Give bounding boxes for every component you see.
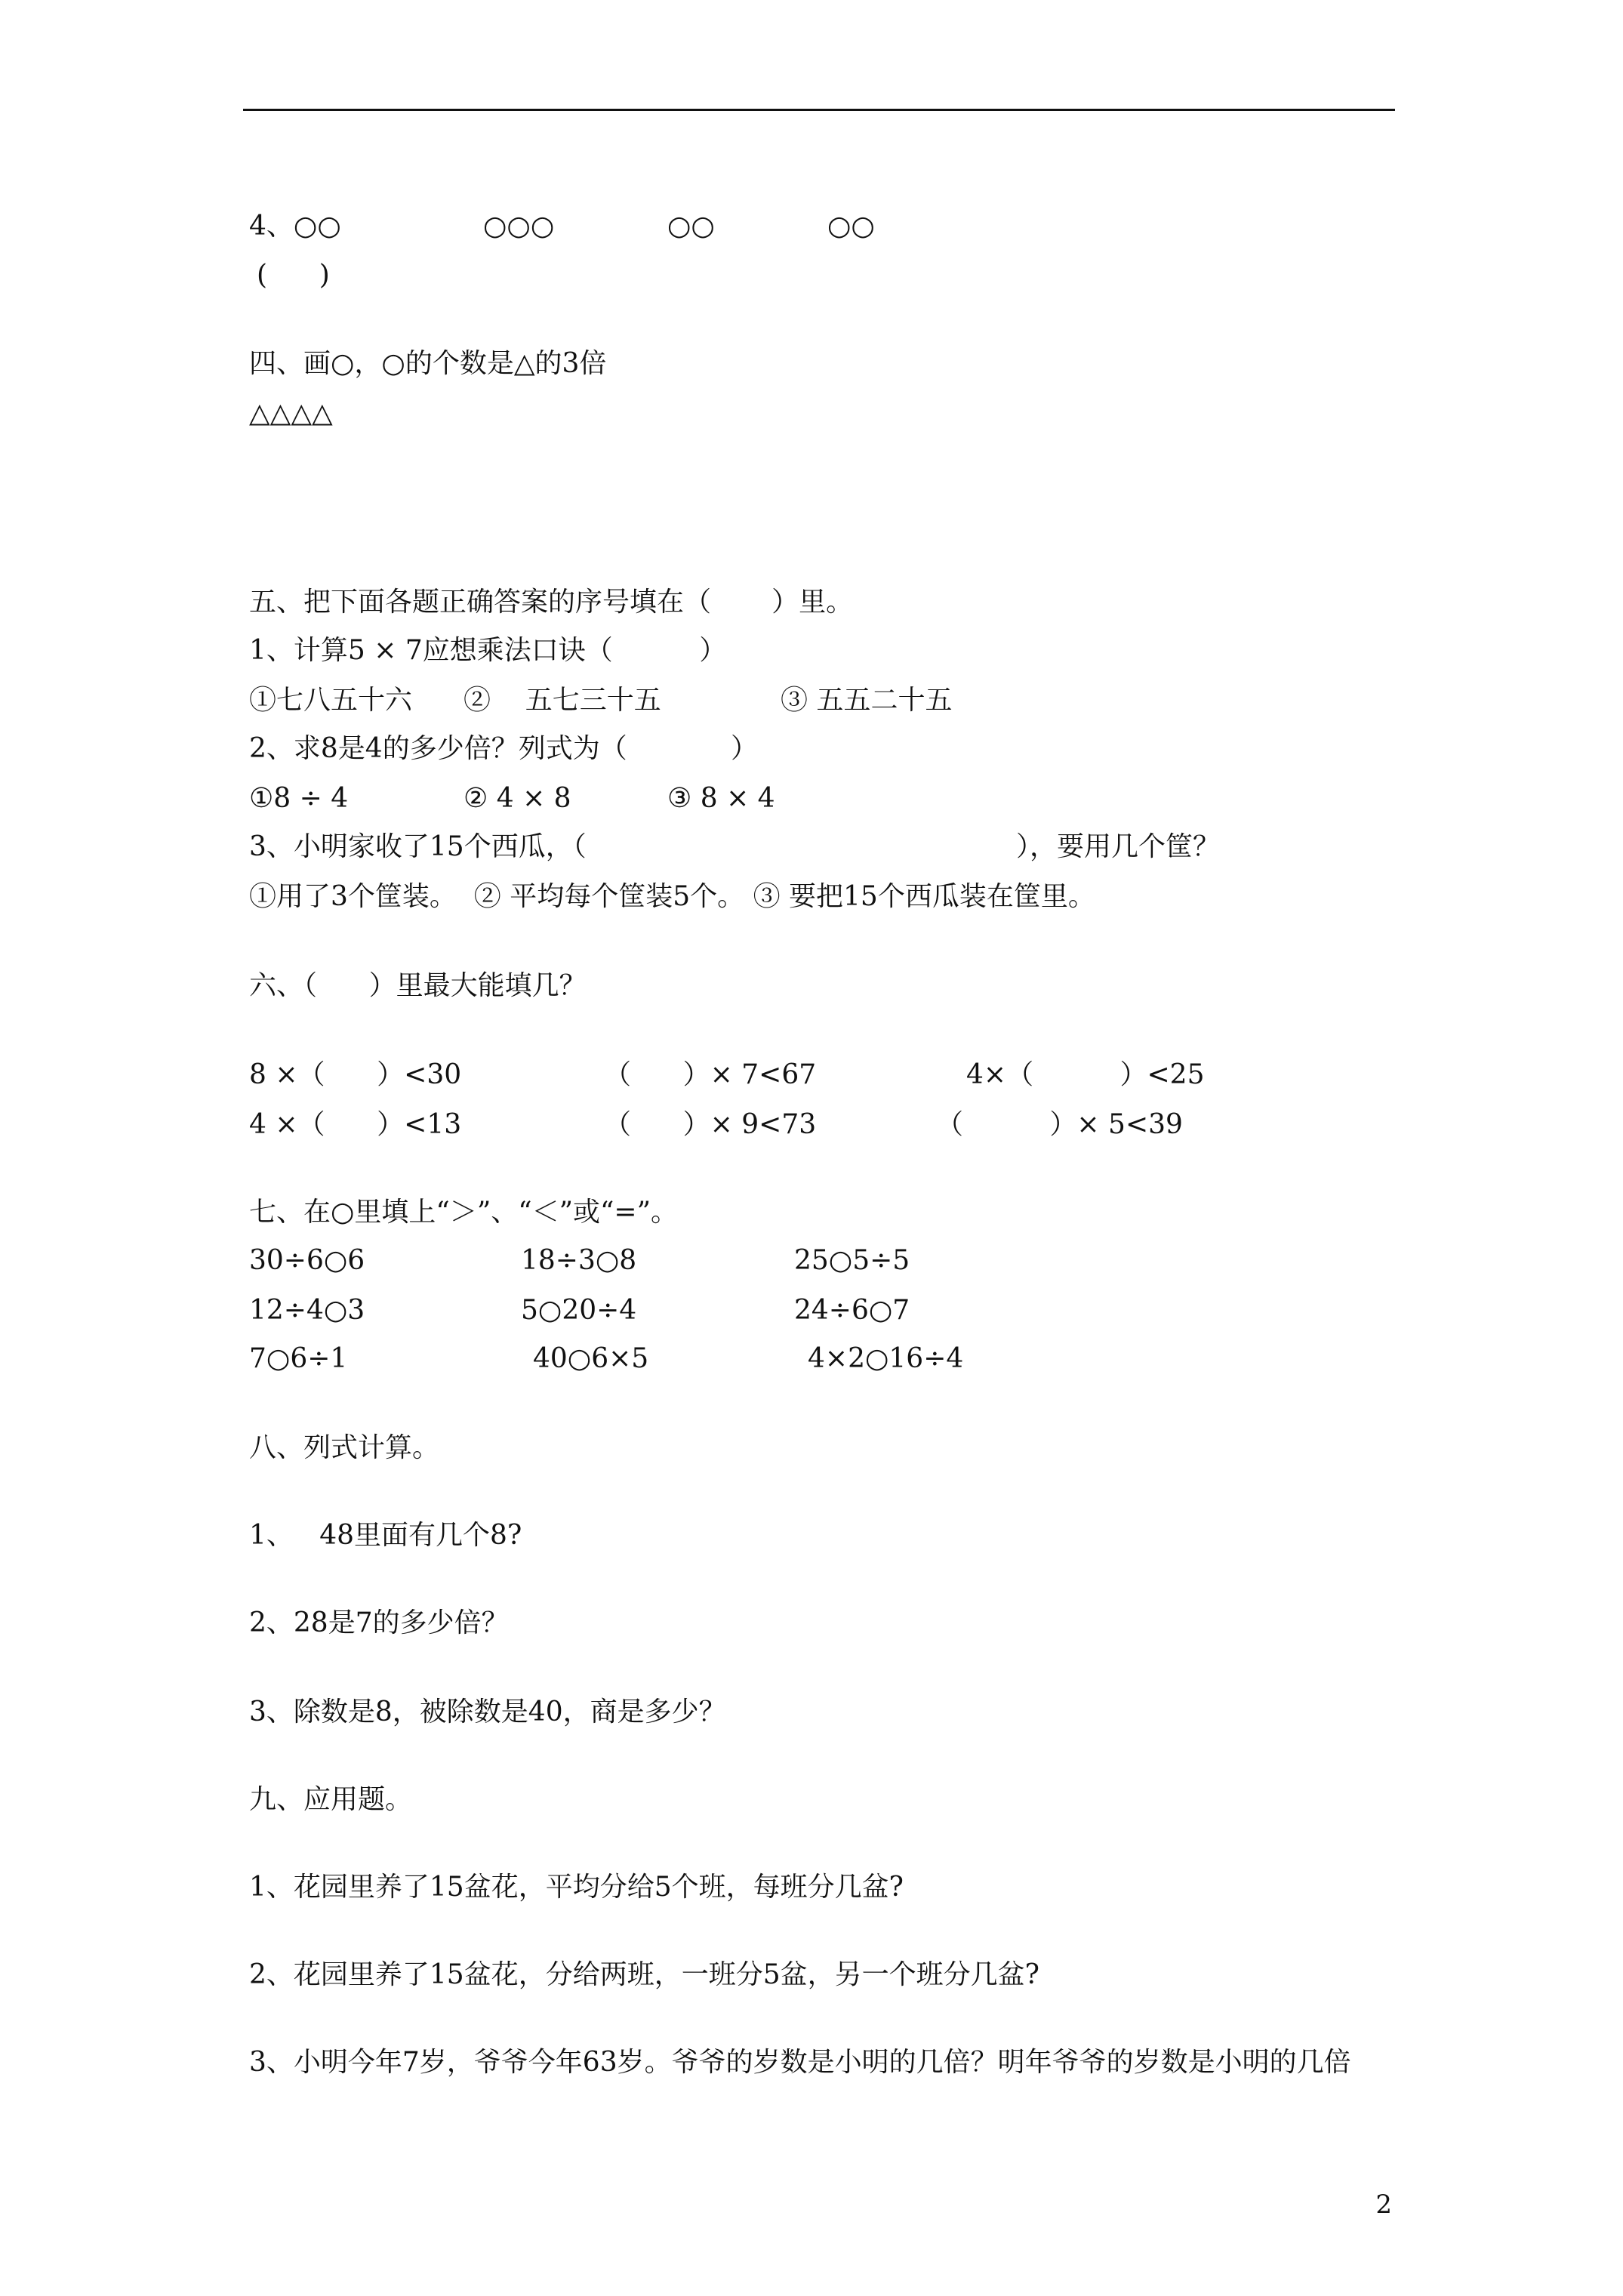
s7-row1-b: 18÷3○8 bbox=[521, 1245, 637, 1276]
s5-question-3-end: ），要用几个筐？ bbox=[1016, 831, 1221, 862]
section-6-title: 六、（ ）里最大能填几？ bbox=[249, 970, 587, 1001]
s5-q1-option-1: ①七八五十六 bbox=[249, 685, 413, 716]
page-number: 2 bbox=[1375, 2190, 1392, 2220]
s8-question-1: 1、 48里面有几个8? bbox=[249, 1520, 522, 1551]
header-rule bbox=[243, 109, 1395, 111]
s6-row2-b: （ ）× 9<73 bbox=[604, 1109, 817, 1140]
s7-row3-c: 4×2○16÷4 bbox=[808, 1343, 964, 1374]
s6-row1-a: 8 ×（ ）<30 bbox=[249, 1059, 462, 1090]
s7-row1-a: 30÷6○6 bbox=[249, 1245, 365, 1276]
s6-row1-b: （ ）× 7<67 bbox=[604, 1059, 817, 1090]
s7-row2-c: 24÷6○7 bbox=[794, 1295, 910, 1326]
q4-circles-4: ○○ bbox=[827, 211, 875, 242]
q4-circles-2: ○○○ bbox=[483, 211, 555, 242]
s5-question-2: 2、求8是4的多少倍？列式为（ ） bbox=[249, 733, 759, 764]
section-8-title: 八、列式计算。 bbox=[249, 1432, 440, 1463]
section-9-title: 九、应用题。 bbox=[249, 1784, 413, 1815]
s7-row3-b: 40○6×5 bbox=[533, 1343, 649, 1374]
s9-question-3: 3、小明今年7岁，爷爷今年63岁。爷爷的岁数是小明的几倍？明年爷爷的岁数是小明的几倍 bbox=[249, 2047, 1351, 2078]
s8-question-2: 2、28是7的多少倍？ bbox=[249, 1607, 509, 1638]
s6-row2-a: 4 ×（ ）<13 bbox=[249, 1109, 462, 1140]
s5-question-3-start: 3、小明家收了15个西瓜，（ bbox=[249, 831, 587, 862]
s5-question-1: 1、计算5 × 7应想乘法口诀（ ） bbox=[249, 635, 727, 666]
section-4-triangles: △△△△ bbox=[249, 398, 333, 429]
s5-q1-option-3: ③ 五五二十五 bbox=[781, 685, 953, 716]
section-4-title: 四、画○，○的个数是△的3倍 bbox=[249, 348, 607, 379]
s5-q2-option-1: ①8 ÷ 4 bbox=[249, 783, 349, 814]
section-7-title: 七、在○里填上“＞”、“＜”或“=”。 bbox=[249, 1197, 679, 1228]
s5-q2-option-3: ③ 8 × 4 bbox=[667, 783, 775, 814]
s5-q1-option-2: ② 五七三十五 bbox=[463, 685, 661, 716]
s9-question-1: 1、花园里养了15盆花，平均分给5个班，每班分几盆? bbox=[249, 1872, 904, 1903]
s9-question-2: 2、花园里养了15盆花，分给两班，一班分5盆，另一个班分几盆? bbox=[249, 1959, 1039, 1990]
s5-q2-option-2: ② 4 × 8 bbox=[463, 783, 571, 814]
s7-row3-a: 7○6÷1 bbox=[249, 1343, 348, 1374]
s5-q3-options: ①用了3个筐装。 ② 平均每个筐装5个。 ③ 要把15个西瓜装在筐里。 bbox=[249, 881, 1095, 912]
q4-answer-paren: ( ) bbox=[257, 260, 330, 291]
s6-row2-c: （ ）× 5<39 bbox=[936, 1109, 1183, 1140]
q4-circles-3: ○○ bbox=[667, 211, 715, 242]
s7-row2-a: 12÷4○3 bbox=[249, 1295, 365, 1326]
section-5-title: 五、把下面各题正确答案的序号填在（ ）里。 bbox=[249, 587, 854, 618]
s7-row2-b: 5○20÷4 bbox=[521, 1295, 637, 1326]
s7-row1-c: 25○5÷5 bbox=[794, 1245, 910, 1276]
s6-row1-c: 4×（ ）<25 bbox=[966, 1059, 1205, 1090]
s8-question-3: 3、除数是8，被除数是40，商是多少？ bbox=[249, 1697, 726, 1727]
q4-line: 4、○○ bbox=[249, 211, 341, 242]
